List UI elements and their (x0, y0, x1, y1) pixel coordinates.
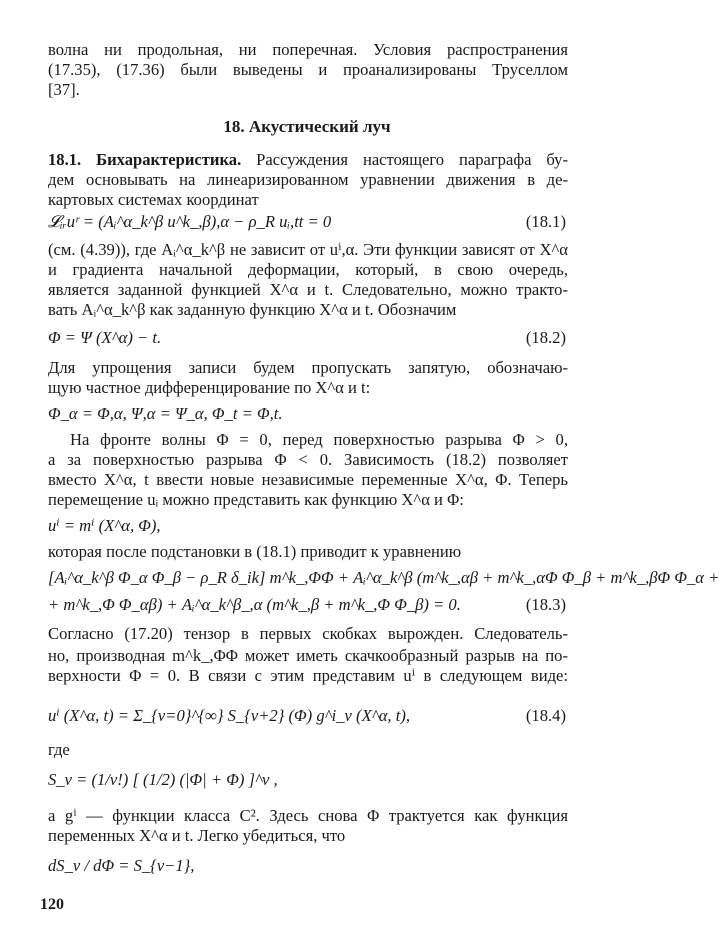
text-line: а gⁱ — функции класса C². Здесь снова Φ трактуется как функция (48, 806, 568, 825)
text-line: вать Aᵢ^α_k^β как заданную функцию X^α и t. Обозначим (48, 300, 457, 319)
equation-18-3-line1: [Aᵢ^α_k^β Φ_α Φ_β − ρ_R δ_ik] m^k_,ΦΦ + Aᵢ^α_k^β (m^k_,αβ + m^k_,αΦ Φ_β + m^k_,βΦ Φ_α + (48, 568, 719, 587)
equation-18-4: uⁱ (X^α, t) = Σ_{ν=0}^{∞} S_{ν+2} (Φ) g^i_ν (X^α, t), (48, 706, 410, 725)
text-line: которая после подстановки в (18.1) приводит к уравнению (48, 542, 462, 561)
text-line: На фронте волны Φ = 0, перед поверхностью разрыва Φ > 0, (70, 430, 568, 449)
equation-partials: Φ_α = Φ,α, Ψ,α = Ψ_α, Φ_t = Φ,t. (48, 404, 283, 423)
text-line: волна ни продольная, ни поперечная. Условия распространения (48, 40, 568, 59)
page-number: 120 (40, 896, 64, 913)
text-line: щую частное дифференцирование по X^α и t: (48, 378, 371, 397)
equation-number: (18.4) (525, 706, 566, 725)
equation-number: (18.1) (525, 212, 566, 231)
text-line: [37]. (48, 80, 80, 99)
equation-18-2: Φ = Ψ (X^α) − t. (48, 328, 162, 347)
text-line: где (48, 740, 70, 759)
equation-dS: dS_ν / dΦ = S_{ν−1}, (48, 856, 195, 875)
equation-18-3-line2: + m^k_,Φ Φ_αβ) + Aᵢ^α_k^β_,α (m^k_,β + m^k_,Φ Φ_β) = 0. (48, 595, 461, 614)
equation-u: uⁱ = mⁱ (X^α, Φ), (48, 516, 161, 535)
text-line: является заданной функцией X^α и t. Следовательно, можно тракто- (48, 280, 568, 299)
text-line: переменных X^α и t. Легко убедиться, что (48, 826, 346, 845)
equation-S: S_ν = (1/ν!) [ (1/2) (|Φ| + Φ) ]^ν , (48, 770, 278, 789)
text-line: перемещение uᵢ можно представить как функцию X^α и Φ: (48, 490, 464, 509)
text-line: картовых системах координат (48, 190, 259, 209)
text-line: и градиента начальной деформации, который, в свою очередь, (48, 260, 568, 279)
subsection-line (48, 150, 568, 170)
subsection-title: 18.1. Бихарактеристика. (48, 150, 242, 169)
text-line: верхности Φ = 0. В связи с этим представим uⁱ в следующем виде: (48, 666, 568, 685)
text-fragment: Рассуждения настоящего параграфа бу- (256, 150, 568, 169)
text-line: дем основывать на линеаризированном уравнении движения в де- (48, 170, 568, 189)
equation-number: (18.2) (525, 328, 566, 347)
text-line: Для упрощения записи будем пропускать запятую, обозначаю- (48, 358, 568, 377)
section-heading: 18. Акустический луч (223, 117, 391, 136)
text-line: (17.35), (17.36) были выведены и проанализированы Труселлом (48, 60, 568, 79)
equation-18-1: 𝓛ᵢᵣuʳ = (Aᵢ^α_k^β u^k_,β),α − ρ_R uᵢ,tt = 0 (48, 212, 332, 231)
text-line: Согласно (17.20) тензор в первых скобках вырожден. Следователь- (48, 624, 568, 643)
text-line: (см. (4.39)), где Aᵢ^α_k^β не зависит от uⁱ,α. Эти функции зависят от X^α (48, 240, 568, 259)
equation-number: (18.3) (525, 595, 566, 614)
text-line: а за поверхностью разрыва Φ < 0. Зависимость (18.2) позволяет (48, 450, 568, 469)
text-line: но, производная m^k_,ΦΦ может иметь скачкообразный разрыв на по- (48, 646, 568, 665)
text-line: вместо X^α, t ввести новые независимые переменные X^α, Φ. Теперь (48, 470, 568, 489)
